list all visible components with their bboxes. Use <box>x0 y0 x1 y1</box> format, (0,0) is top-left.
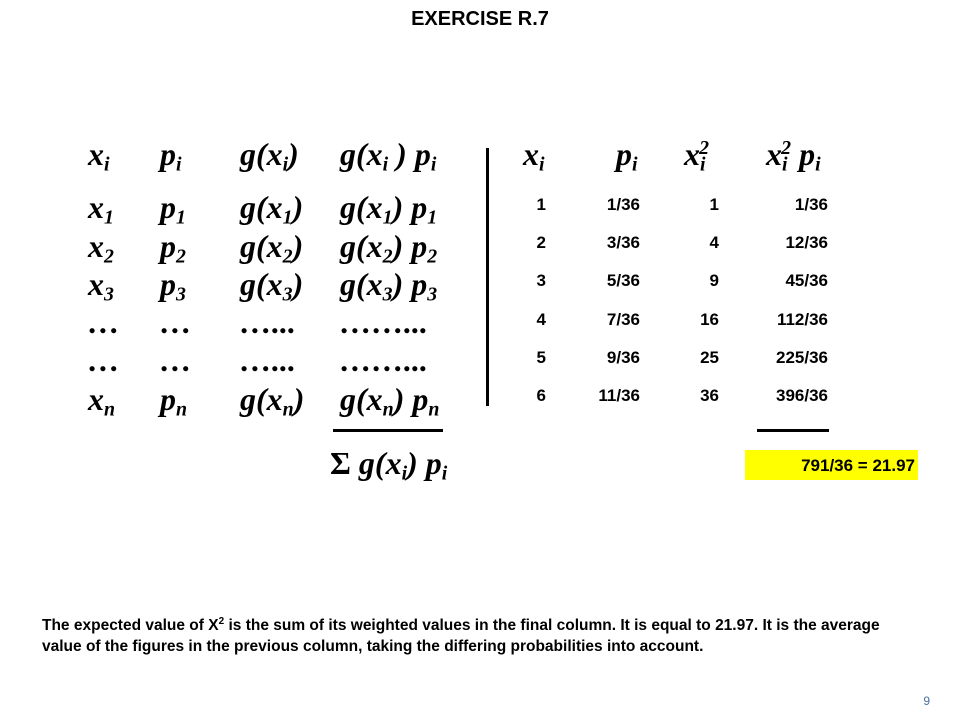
left-cell-x: $x_3$ <box>88 266 114 306</box>
right-cell-pi: 9/36 <box>606 348 640 367</box>
right-cell-xi2pi: 112/36 <box>776 310 828 329</box>
right-cell-pi: 7/36 <box>606 310 640 329</box>
left-cell-gp: $g(x_2)$ $p_2$ <box>340 228 438 268</box>
left-cell-x: $x_2$ <box>88 228 114 268</box>
right-cell-xi2: 1 <box>709 195 719 214</box>
right-cell-xi: 5 <box>536 348 546 367</box>
left-cell-x: $x_1$ <box>88 189 114 229</box>
left-cell-p: … <box>160 304 192 340</box>
sum-rule-left <box>333 429 443 432</box>
right-cell-xi2: 16 <box>700 310 719 329</box>
header-gxi: $g(x_i)$ <box>240 136 299 176</box>
left-cell-x: … <box>88 304 120 340</box>
right-cell-xi2: 36 <box>700 386 719 405</box>
left-cell-g: $g(x_3)$ <box>240 266 304 306</box>
left-cell-g: $g(x_n)$ <box>240 381 305 421</box>
header-gxipi: $g(x_i$ ) $p_i$ <box>340 136 437 176</box>
caption: The expected value of $X^2$ is the sum of its weighted values in the final column. It is equal to 21.97. It is the average value of the figures in the previous column, taking the differing probabilities into account. <box>42 616 880 655</box>
left-cell-p: $p_n$ <box>160 381 188 421</box>
left-cell-p: $p_1$ <box>160 189 186 229</box>
page-number: 9 <box>923 694 930 708</box>
header-right-pi: $p_i$ <box>616 136 638 176</box>
left-cell-x: … <box>88 342 120 378</box>
right-cell-xi2: 25 <box>700 348 719 367</box>
total-value: 791/36 = 21.97 <box>801 456 915 475</box>
right-cell-xi: 6 <box>536 386 546 405</box>
left-cell-gp: $g(x_3)$ $p_3$ <box>340 266 438 306</box>
left-cell-gp: $g(x_n)$ $p_n$ <box>340 381 440 421</box>
right-cell-pi: 11/36 <box>598 386 640 405</box>
right-cell-xi2: 4 <box>709 233 719 252</box>
right-cell-pi: 5/36 <box>606 271 640 290</box>
right-cell-xi2pi: 1/36 <box>794 195 828 214</box>
header-right-xi: $x_i$ <box>523 136 545 176</box>
left-cell-g: …... <box>240 342 296 378</box>
right-cell-xi2pi: 12/36 <box>785 233 828 252</box>
right-cell-xi2pi: 225/36 <box>776 348 828 367</box>
sigma-symbol: Σ <box>330 445 351 481</box>
header-right-xi2pi: $x_i^2$ $p_i$ <box>766 136 821 176</box>
left-cell-gp: ……... <box>340 342 428 378</box>
header-right-xi2: $x_i^2$ <box>684 136 710 176</box>
right-cell-xi2: 9 <box>709 271 719 290</box>
left-cell-g: $g(x_1)$ <box>240 189 304 229</box>
table-divider <box>486 148 489 406</box>
header-pi: $p_i$ <box>160 136 182 176</box>
right-cell-xi: 4 <box>536 310 546 329</box>
right-cell-pi: 1/36 <box>606 195 640 214</box>
right-cell-xi: 3 <box>536 271 546 290</box>
sum-rule-right <box>757 429 829 432</box>
right-cell-xi: 2 <box>536 233 546 252</box>
header-xi: $x_i$ <box>88 136 110 176</box>
left-cell-gp: ……... <box>340 304 428 340</box>
left-cell-gp: $g(x_1)$ $p_1$ <box>340 189 438 229</box>
left-cell-x: $x_n$ <box>88 381 116 421</box>
right-cell-xi2pi: 396/36 <box>776 386 828 405</box>
left-cell-g: $g(x_2)$ <box>240 228 304 268</box>
left-cell-g: …... <box>240 304 296 340</box>
right-cell-xi2pi: 45/36 <box>785 271 828 290</box>
left-cell-p: $p_3$ <box>160 266 186 306</box>
sum-expression: Σ $g(x_i)$ $p_i$ <box>330 445 448 485</box>
right-cell-xi: 1 <box>536 195 546 214</box>
left-cell-p: $p_2$ <box>160 228 186 268</box>
left-cell-p: … <box>160 342 192 378</box>
right-cell-pi: 3/36 <box>606 233 640 252</box>
slide-title: EXERCISE R.7 <box>411 8 549 30</box>
